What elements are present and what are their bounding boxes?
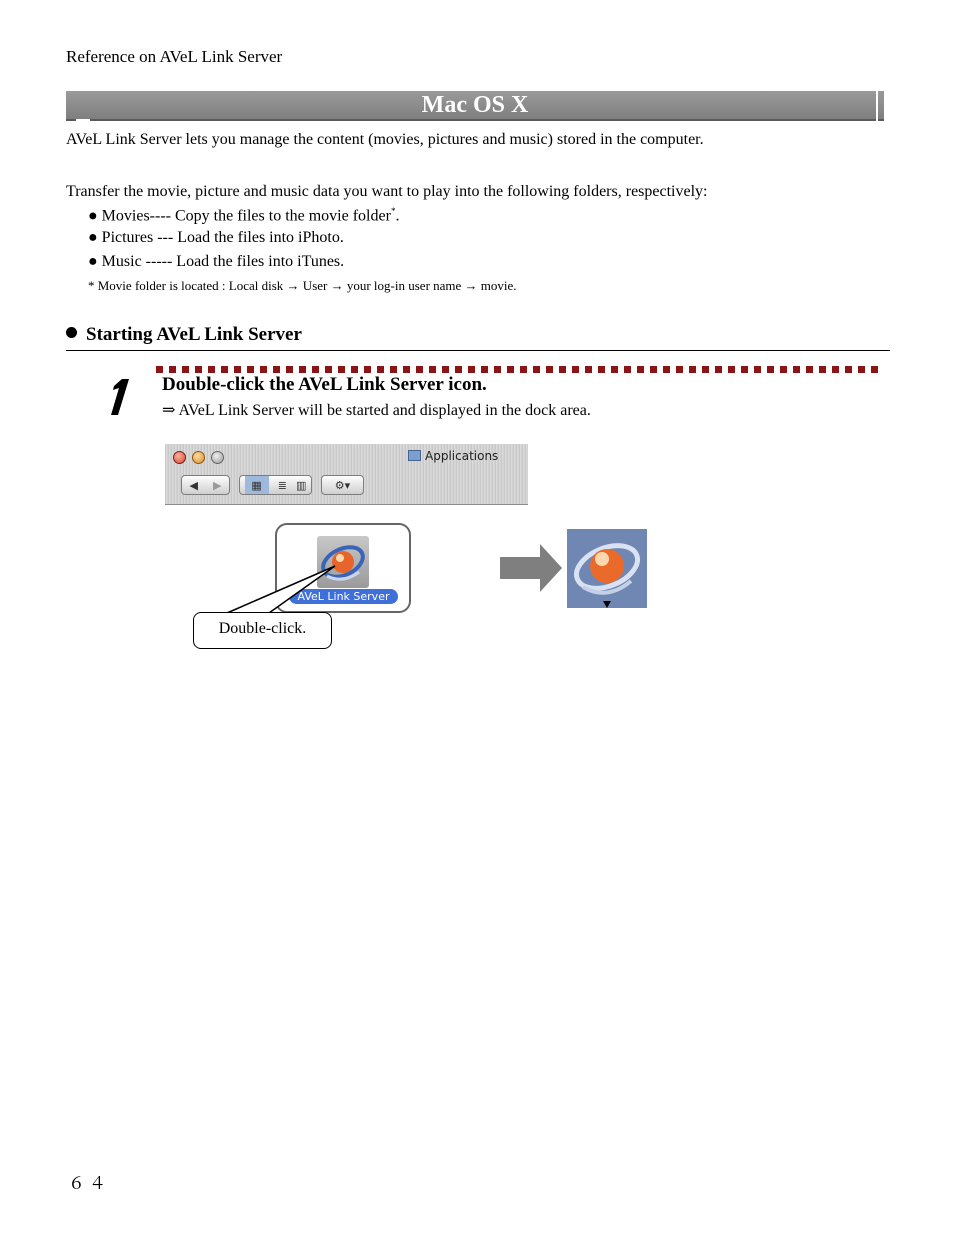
folder-icon	[408, 450, 421, 461]
page-number: ６４	[68, 1174, 110, 1194]
title-bar-notch	[76, 119, 90, 121]
intro-paragraph: AVeL Link Server lets you manage the content (movies, pictures and music) stored in the computer.	[66, 131, 704, 148]
callout-pointer	[193, 560, 343, 620]
finder-toolbar	[165, 444, 528, 505]
dashed-divider	[156, 366, 878, 373]
section-heading: Starting AVeL Link Server	[66, 324, 302, 346]
title-bar	[66, 91, 884, 121]
window-title: Applications	[408, 449, 498, 463]
title-bar-notch	[876, 91, 878, 121]
forward-arrow-icon[interactable]: ▶	[213, 478, 222, 492]
transfer-paragraph: Transfer the movie, picture and music data you want to play into the following folders, respectively:	[66, 183, 708, 200]
callout-text: Double-click.	[218, 620, 307, 637]
bullet-pictures: ● Pictures --- Load the files into iPhoto.	[88, 229, 344, 246]
gear-icon: ⚙▾	[334, 478, 351, 492]
bullet-dot-icon	[66, 327, 77, 338]
app-label[interactable]: AVeL Link Server	[289, 589, 398, 604]
navigation-buttons	[181, 475, 230, 495]
step-number-icon	[105, 376, 135, 418]
footnote-mark: *	[390, 206, 396, 216]
footnote: * Movie folder is located : Local disk → User → your log-in user name → movie.	[88, 278, 517, 293]
bullet-movies: ● Movies---- Copy the files to the movie folder*.	[88, 206, 400, 225]
action-button[interactable]	[321, 475, 364, 495]
close-button-icon[interactable]	[173, 451, 186, 464]
running-header: Reference on AVeL Link Server	[66, 47, 283, 66]
view-buttons	[239, 475, 312, 495]
dock-icon[interactable]	[567, 529, 647, 608]
bullet-music: ● Music ----- Load the files into iTunes.	[88, 253, 345, 270]
step-title: Double-click the AVeL Link Server icon.	[162, 374, 487, 395]
back-arrow-icon[interactable]: ◀	[189, 478, 198, 492]
page-title: Mac OS X	[421, 92, 529, 118]
list-view-icon[interactable]: ≣	[277, 478, 287, 492]
column-view-icon[interactable]: ▥	[296, 478, 307, 492]
zoom-button-icon[interactable]	[211, 451, 224, 464]
icon-view-icon[interactable]: ▦	[245, 476, 269, 494]
section-rule	[66, 350, 890, 351]
step-description: ⇒ AVeL Link Server will be started and displayed in the dock area.	[162, 402, 591, 419]
minimize-button-icon[interactable]	[192, 451, 205, 464]
right-arrow-icon	[500, 544, 562, 592]
